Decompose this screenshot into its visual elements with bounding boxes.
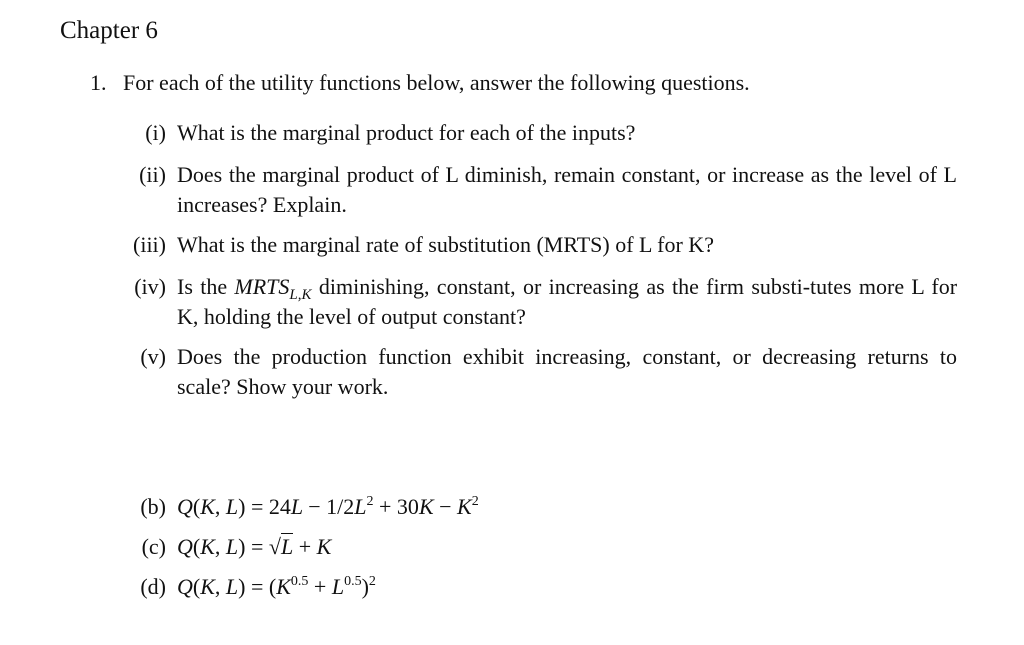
- sub-question-text: [177, 272, 957, 332]
- function-label: (c): [141, 534, 166, 559]
- text-before-math: Is the: [177, 274, 228, 299]
- sub-question-label: (v): [140, 344, 166, 369]
- sub-question-text: What is the marginal product for each of the inputs?: [177, 120, 636, 145]
- mrts-subscript: L,K: [289, 287, 312, 303]
- mrts-symbol: $MRTS_{L,K}$: [234, 274, 312, 303]
- text-after-math: diminishing, constant, or increasing as the firm substi-tutes more L for K, holding the level of output constant?: [177, 274, 958, 329]
- question-number: 1.: [90, 70, 107, 95]
- question-text: For each of the utility functions below, answer the following questions.: [123, 70, 750, 95]
- sub-question-label: (iii): [133, 232, 166, 257]
- function-label: (b): [140, 494, 166, 519]
- sub-question-text: Does the production function exhibit increasing, constant, or decreasing returns to scale? Show your work.: [177, 344, 957, 399]
- sqrt-overline: L: [280, 534, 294, 559]
- function-formula: Q(K, L) = √L + K: [177, 534, 332, 559]
- function-formula: Q(K, $L) = 24L - 1/2L^2 + 30K - K^2$: [177, 494, 479, 519]
- sub-question-label: (iv): [134, 274, 166, 299]
- question-1: [90, 68, 750, 98]
- sub-question-text: What is the marginal rate of substitution (MRTS) of L for K?: [177, 232, 714, 257]
- function-label: (d): [140, 574, 166, 599]
- sub-question-label: (ii): [139, 162, 166, 187]
- sub-question-text: Does the marginal product of L diminish, remain constant, or increase as the level of L increases? Explain.: [177, 162, 957, 217]
- function-formula: Q(K, $L) = (K^{0.5} + L^{0.5})^2$: [177, 574, 376, 599]
- chapter-title: Chapter 6: [60, 17, 158, 44]
- sub-question-label: (i): [145, 120, 166, 145]
